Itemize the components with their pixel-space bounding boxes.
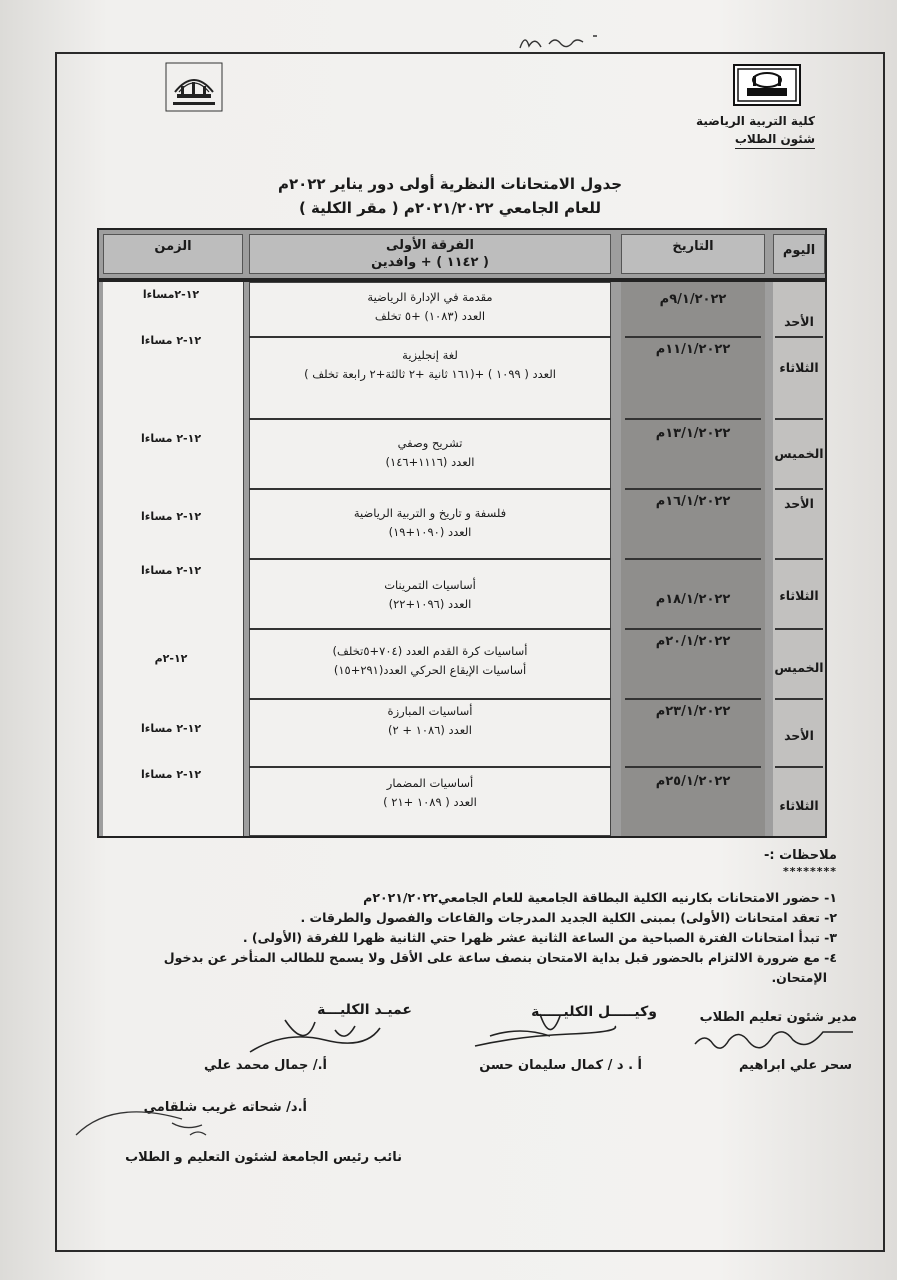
row-divider — [249, 698, 611, 700]
row-8-subject-name: أساسيات المضمار — [386, 776, 474, 790]
row-divider — [625, 558, 761, 560]
row-divider — [775, 698, 823, 700]
row-6-date: ٢٠/١/٢٠٢٢م — [655, 634, 731, 649]
row-divider — [249, 488, 611, 490]
row-3-subject-name: تشريح وصفي — [397, 436, 463, 450]
row-5-subject-name: أساسيات التمرينات — [384, 578, 476, 592]
header-group — [249, 234, 611, 274]
notes-list — [77, 888, 837, 988]
document-title — [200, 172, 700, 220]
row-3-subject — [251, 434, 609, 472]
row-divider — [249, 336, 611, 338]
row-7-date: ٢٣/١/٢٠٢٢م — [655, 704, 731, 719]
row-4-subject-name: فلسفة و تاريخ و التربية الرياضية — [353, 506, 507, 520]
row-1-time: ١٢-٢مساءا — [142, 288, 200, 301]
notes-stars: ******** — [782, 865, 837, 878]
row-divider — [625, 628, 761, 630]
row-8-time: ١٢-٢ مساءا — [140, 768, 202, 781]
row-divider — [625, 488, 761, 490]
header-group-line-1: الفرقة الأولى — [386, 238, 474, 253]
row-divider — [775, 766, 823, 768]
dean-signature — [245, 1010, 385, 1060]
faculty-name-block — [696, 112, 815, 149]
row-1-count: العدد (١٠٨٣) +٥ تخلف — [374, 309, 486, 323]
row-4-count: العدد (١٠٩٠+١٩) — [388, 525, 472, 539]
row-divider — [775, 558, 823, 560]
row-divider — [775, 628, 823, 630]
row-8-date: ٢٥/١/٢٠٢٢م — [655, 774, 731, 789]
row-3-day: الخميس — [774, 446, 824, 461]
row-divider — [249, 628, 611, 630]
note-item: ٤- مع ضرورة الالتزام بالحضور قبل بداية الامتحان بنصف ساعة على الأقل ولا يسمح للطالب المتأخر عن بدخول — [163, 950, 837, 965]
notes-section — [77, 848, 837, 988]
schedule-table — [97, 280, 827, 838]
table-header — [97, 228, 827, 280]
row-5-time: ١٢-٢ مساءا — [140, 564, 202, 577]
row-1-subject — [251, 288, 609, 326]
notes-heading: ملاحظات :- — [763, 848, 837, 863]
director-title: مدير شئون تعليم الطلاب — [699, 1010, 857, 1025]
department-name: شئون الطلاب — [735, 130, 815, 149]
row-1-subject-name: مقدمة في الإدارة الرياضية — [367, 290, 493, 304]
vice-president-title: نائب رئيس الجامعة لشئون التعليم و الطلاب — [125, 1150, 402, 1165]
handwritten-mark — [515, 28, 625, 54]
header-time: الزمن — [103, 234, 243, 274]
row-divider — [625, 698, 761, 700]
director-signature — [690, 1022, 860, 1062]
row-4-date: ١٦/١/٢٠٢٢م — [655, 494, 731, 509]
note-item: ١- حضور الامتحانات بكارنيه الكلية البطاقة الجامعية للعام الجامعي٢٠٢١/٢٠٢٢م — [363, 890, 837, 905]
vice-dean-name: أ . د / كمال سليمان حسن — [479, 1058, 642, 1073]
row-divider — [249, 558, 611, 560]
row-5-date: ١٨/١/٢٠٢٢م — [655, 592, 731, 607]
row-4-day: الأحد — [784, 496, 814, 511]
header-day: اليوم — [773, 234, 825, 274]
time-column — [103, 282, 244, 836]
row-1-date: ٩/١/٢٠٢٢م — [659, 292, 727, 307]
faculty-logo — [733, 64, 801, 106]
row-2-subject — [251, 346, 609, 384]
row-8-day: الثلاثاء — [779, 798, 819, 813]
row-8-subject — [251, 774, 609, 812]
row-7-day: الأحد — [784, 728, 814, 743]
row-5-day: الثلاثاء — [779, 588, 819, 603]
row-6-subject-name: أساسيات كرة القدم العدد (٧٠٤+٥تخلف) — [332, 644, 528, 658]
row-divider — [249, 766, 611, 768]
row-6-subject — [251, 642, 609, 680]
row-divider — [625, 336, 761, 338]
dean-title: عميـد الكليـــة — [317, 1002, 412, 1018]
row-3-time: ١٢-٢ مساءا — [140, 432, 202, 445]
vice-president-name: أ.د/ شحاته غريب شلقامي — [143, 1100, 307, 1115]
row-8-count: العدد ( ١٠٨٩ +٢١ ) — [383, 795, 477, 809]
director-name: سحر علي ابراهيم — [738, 1058, 852, 1073]
row-5-count: العدد (١٠٩٦+٢٢) — [388, 597, 472, 611]
header-date: التاريخ — [621, 234, 765, 274]
title-line-2: للعام الجامعي ٢٠٢١/٢٠٢٢م ( مقر الكلية ) — [298, 199, 602, 217]
row-7-count: العدد (١٠٨٦ + ٢) — [388, 723, 472, 737]
row-4-subject — [251, 504, 609, 542]
row-2-date: ١١/١/٢٠٢٢م — [655, 342, 731, 357]
faculty-name: كلية التربية الرياضية — [696, 114, 815, 128]
row-divider — [775, 336, 823, 338]
row-2-count: العدد ( ١٠٩٩ ) +(١٦١ ثانية +٢ ثالثة+٢ رابعة تخلف ) — [304, 367, 556, 381]
row-3-count: العدد (١١١٦+١٤٦) — [385, 455, 475, 469]
row-divider — [249, 418, 611, 420]
row-divider — [625, 418, 761, 420]
row-5-subject — [251, 576, 609, 614]
row-divider — [775, 418, 823, 420]
row-divider — [625, 766, 761, 768]
row-6-time: ١٢-٢م — [154, 652, 188, 665]
university-logo — [165, 62, 223, 112]
row-7-subject — [251, 702, 609, 740]
vice-dean-signature — [470, 1006, 620, 1056]
header-group-line-2: ( ١١٤٢ ) + وافدين — [371, 255, 489, 270]
row-3-date: ١٣/١/٢٠٢٢م — [655, 426, 731, 441]
row-divider — [775, 488, 823, 490]
note-item: ٢- تعقد امتحانات (الأولى) بمبنى الكلية الجديد المدرجات والقاعات والفصول والطرقات . — [300, 910, 837, 925]
vice-dean-title: وكيـــــل الكليـــــة — [531, 1004, 657, 1020]
row-4-time: ١٢-٢ مساءا — [140, 510, 202, 523]
row-1-day: الأحد — [784, 314, 814, 329]
row-7-subject-name: أساسيات المبارزة — [387, 704, 473, 718]
row-6-count: أساسيات الإيقاع الحركي العدد(٢٩١+١٥) — [333, 663, 527, 677]
title-line-1: جدول الامتحانات النظرية أولى دور يناير ٢٠٢٢م — [277, 175, 623, 193]
note-item: ٣- تبدأ امتحانات الفترة الصباحية من الساعة الثانية عشر ظهرا حتي الثانية ظهرا للفرقة (الأولى) . — [242, 930, 837, 945]
row-2-subject-name: لغة إنجليزية — [402, 348, 458, 362]
row-7-time: ١٢-٢ مساءا — [140, 722, 202, 735]
row-6-day: الخميس — [774, 660, 824, 675]
row-2-time: ١٢-٢ مساءا — [140, 334, 202, 347]
dean-name: أ./ جمال محمد علي — [204, 1058, 327, 1073]
note-item-continued: الإمتحان. — [771, 970, 827, 985]
row-2-day: الثلاثاء — [779, 360, 819, 375]
handwritten-mark — [72, 1105, 222, 1150]
